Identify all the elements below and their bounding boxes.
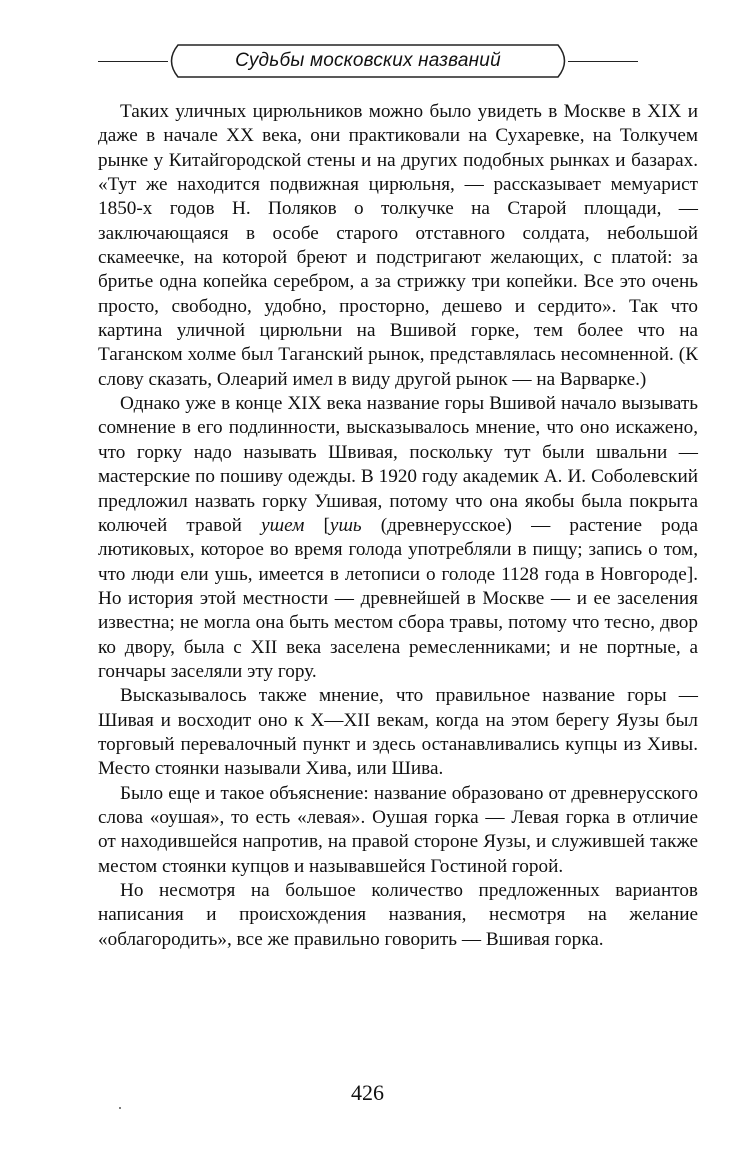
- scan-speck: [119, 1107, 121, 1109]
- paragraph-2: [98, 392, 698, 684]
- header-rule-left: [98, 61, 168, 62]
- header-rule-right: [568, 61, 638, 62]
- running-header: [98, 42, 638, 82]
- italic-term-ushem: ушем: [261, 514, 305, 536]
- paragraph-3-text: Высказывалось также мнение, что правильное название горы — Шивая и восходит оно к X—XII векам, когда на этом берегу Яузы был торговый перевалочный пункт и здесь останавливались купцы из Хивы. Место стоянки называли Хива, или Шива.: [98, 685, 698, 780]
- header-title-frame: [164, 44, 572, 78]
- paragraph-2-text-b: (древнерусское) — растение рода лютиковых, которое во время голода употребляли в пищу; запись о том, что люди ели ушь, имеется в летописи о голоде 1128 года в Новгороде]. Но история этой местности — древнейшей в Москве — и ее заселения известна; не могла она быть местом сбора травы, потому что тесно, двор ко двору, была с XII века заселена ремесленниками; и не портные, а гончары заселяли эту гору.: [98, 514, 699, 682]
- page-number: 426: [351, 1080, 384, 1105]
- paragraph-2-text-a: Однако уже в конце XIX века название горы Вшивой начало вызывать сомнение в его подлинности, высказывалось мнение, что оно искажено, что горку надо называть Швивая, поскольку тут были швальни — мастерские по пошиву одежды. В 1920 году академик А. И. Соболевский предложил назвать горку Ушивая, потому что она якобы была покрыта колючей травой: [98, 393, 698, 536]
- paragraph-5-text: Но несмотря на большое количество предложенных вариантов написания и происхождения названия, несмотря на желание «облагородить», все же правильно говорить — Вшивая горка.: [98, 880, 698, 950]
- italic-term-ush: ушь: [329, 514, 362, 536]
- body-text: [98, 100, 698, 952]
- header-title: Судьбы московских названий: [235, 50, 501, 71]
- paragraph-2-bracket: [: [304, 514, 330, 536]
- paragraph-1-text: Таких уличных цирюльников можно было увидеть в Москве в XIX и даже в начале XX века, они практиковали на Сухаревке, на Толкучем рынке у Китайгородской стены и на других подобных рынках и базарах. «Тут же находится подвижная цирюльня, — рассказывает мемуарист 1850-х годов Н. Поляков о толкучке на Старой площади, — заключающаяся в особе старого отставного солдата, небольшой скамеечке, на которой бреют и подстригают желающих, с платой: за бритье одна копейка серебром, а за стрижку три копейки. Все это очень просто, свободно, удобно, просторно, дешево и сердито». Так что картина уличной цирюльни на Вшивой горке, тем более что на Таганском холме был Таганский рынок, представлялась несомненной. (К слову сказать, Олеарий имел в виду другой рынок — на Варварке.): [98, 101, 698, 390]
- paragraph-1: [98, 100, 698, 392]
- paragraph-3: [98, 684, 698, 781]
- paragraph-5: [98, 879, 698, 952]
- paragraph-4-text: Было еще и такое объяснение: название образовано от древнерусского слова «оушая», то есть «левая». Оушая горка — Левая горка в отличие от находившейся напротив, на правой стороне Яузы, и служившей также местом стоянки купцов и называвшейся Гостиной горой.: [98, 782, 698, 877]
- paragraph-4: [98, 782, 698, 879]
